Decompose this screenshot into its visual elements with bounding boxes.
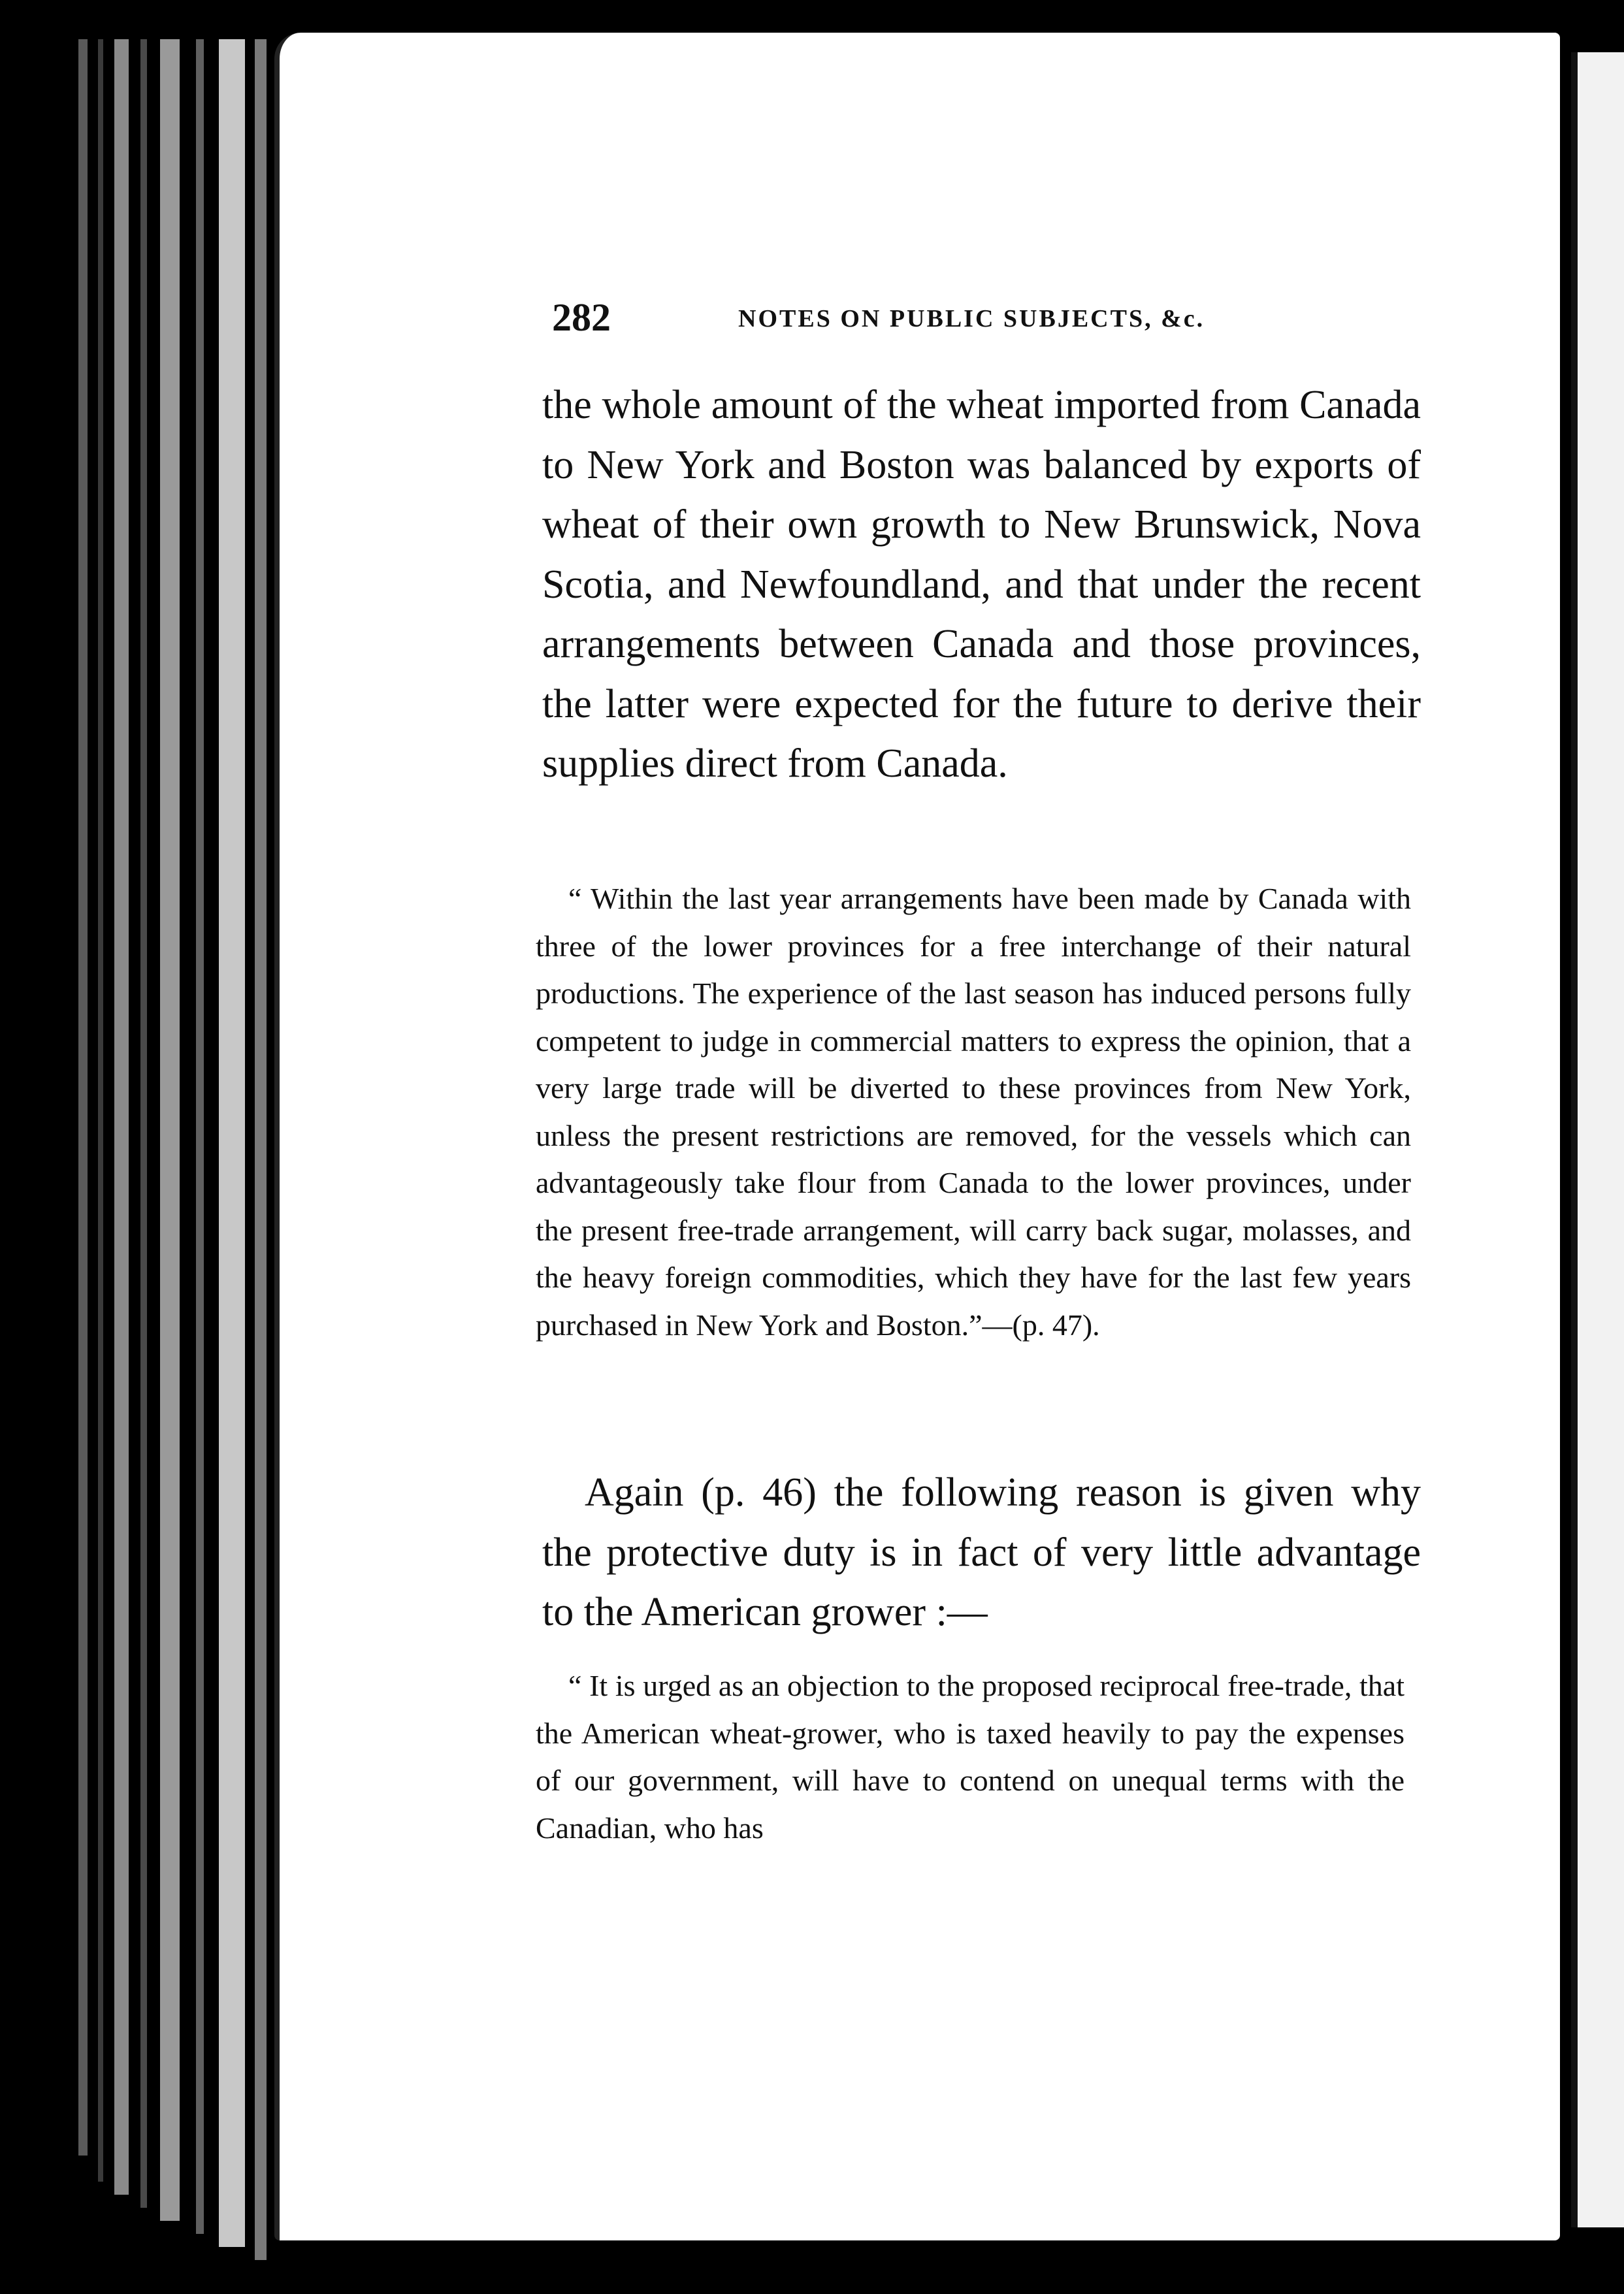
quoted-paragraph: “ Within the last year arrangements have been made by Canada with three of the lower provinces for a free interchange of their natural productions. The experience of the last season has induced persons fully competent to judge in commercial matters to express the opinion, that a very large trade will be diverted to these provinces from New York, unless the present restrictions are removed, for the vessels which can advantageously take flour from Canada to the lower provinces, under the present free-trade arrangement, will carry back sugar, molasses, and the heavy foreign commodities, which they have for the last few years purchased in New York and Boston.”—(p. 47). xyxy=(536,882,1411,1342)
page-edge xyxy=(196,39,204,2234)
page-edge xyxy=(98,39,103,2182)
page-edge xyxy=(140,39,147,2208)
running-head-title: NOTES ON PUBLIC SUBJECTS, &c. xyxy=(738,305,1205,332)
page-edge xyxy=(255,39,267,2260)
page-edge xyxy=(219,39,245,2247)
body-paragraph: Again (p. 46) the following reason is given why the protective duty is in fact of very little advantage to the American grower :— xyxy=(542,1470,1421,1634)
running-head xyxy=(552,295,1244,341)
quoted-paragraph: “ It is urged as an objection to the proposed reciprocal free-trade, that the American wheat-grower, who is taxed heavily to pay the expenses of our government, will have to contend on unequal terms with the Canadian, who has xyxy=(536,1669,1405,1845)
next-page-edge xyxy=(1571,52,1624,2227)
page-number: 282 xyxy=(552,296,611,339)
page-edge xyxy=(78,39,88,2156)
body-paragraph: the whole amount of the wheat imported from Canada to New York and Boston was balanced by exports of wheat of their own growth to New Brunswick, Nova Scotia, and Newfoundland, and that under the recent arrangements between Canada and those provinces, the latter were expected for the future to derive their supplies direct from Canada. xyxy=(542,383,1421,786)
page-edge xyxy=(160,39,180,2221)
page-edge xyxy=(114,39,129,2195)
